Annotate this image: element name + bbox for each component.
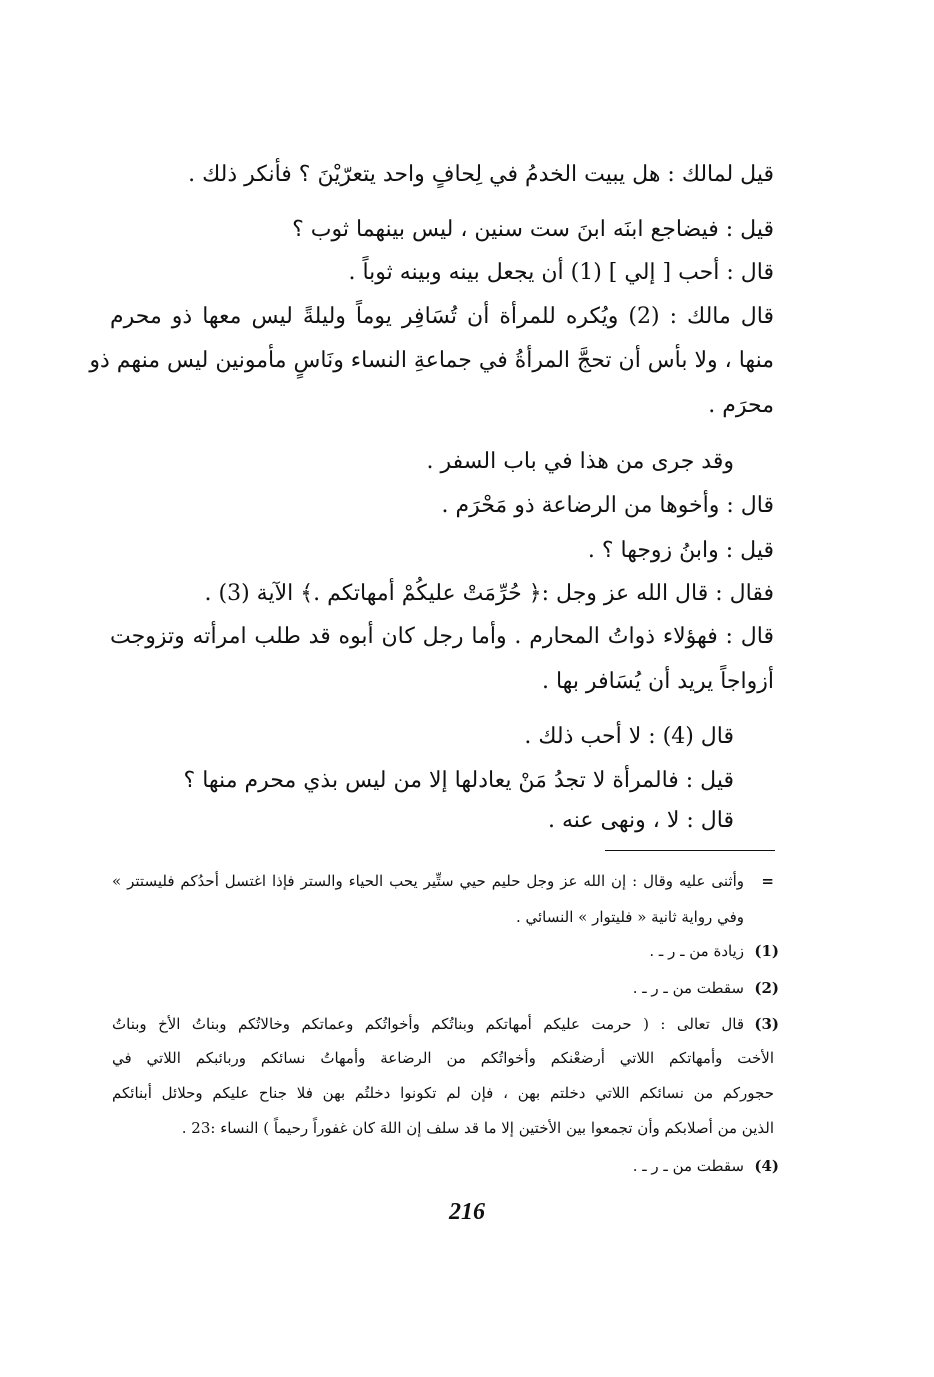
body-line: وقد جرى من هذا في باب السفر . (426, 449, 734, 474)
body-line: قال : أحب [ إلي ] (1) أن يجعل بينه وبينه ثوباً . (348, 260, 774, 285)
footnote-rule (605, 850, 775, 851)
body-line: قيل : فالمرأة لا تجدُ مَنْ يعادلها إلا من ليس بذي محرم منها ؟ (183, 768, 734, 793)
body-line: قيل لمالك : هل يبيت الخدمُ في لِحافٍ واحد يتعرّيْنَ ؟ فأنكر ذلك . (188, 162, 774, 187)
body-line: فقال : قال الله عز وجل :﴿ حُرِّمَتْ عليكُمْ أمهاتكم .﴾ الآية (3) . (204, 581, 774, 606)
body-line: منها ، ولا بأس أن تحجَّ المرأةُ في جماعةِ النساء ونَاسٍ مأمونين ليس منهم ذو (89, 348, 774, 373)
footnote-line: الذين من أصلابكم وأن تجمعوا بين الأختين إلا ما قد سلف إن اللهَ كان غفوراً رحيماً ) النساء :23 . (181, 1119, 774, 1137)
footnote-line: الأخت وأمهاتكم اللاتي أرضعْنكم وأخواتُكم من الرضاعة وأمهاتُ نسائكم وربائبكم اللاتي في (112, 1049, 774, 1067)
footnote-line: وأثنى عليه وقال : إن الله عز وجل حليم حيي ستِّير يحب الحياء والستر فإذا اغتسل أحدُكم فليستتر » (112, 872, 744, 890)
body-line: قال : وأخوها من الرضاعة ذو مَحْرَم . (441, 493, 774, 518)
page-number: 216 (449, 1199, 485, 1225)
body-line: قال : لا ، ونهى عنه . (547, 808, 734, 833)
footnote-number: (3) (754, 1015, 779, 1033)
footnote-line: زيادة من ـ ر ـ . (649, 942, 744, 960)
body-line: قال (4) : لا أحب ذلك . (524, 724, 734, 749)
footnote-line: قال تعالى : ( حرمت عليكم أمهاتكم وبناتُكم وأخواتُكم وعماتكم وخالاتُكم وبناتُ الأخ وبناتُ (112, 1015, 744, 1033)
body-line: أزواجاً يريد أن يُسَافر بها . (541, 669, 774, 694)
footnote-number: (4) (754, 1157, 779, 1175)
footnote-line: وفي رواية ثانية « فليتوار » النسائي . (515, 908, 744, 926)
footnote-number: (1) (754, 942, 779, 960)
footnote-line: سقطت من ـ ر ـ . (632, 1157, 744, 1175)
body-line: قال مالك : (2) ويُكره للمرأة أن تُسَافِر يوماً وليلةً ليس معها ذو محرم (110, 304, 774, 329)
body-line: محرَم . (708, 393, 774, 418)
footnote-number: (2) (754, 979, 779, 997)
body-line: قيل : فيضاجع ابنَه ابنَ ست سنين ، ليس بينهما ثوب ؟ (292, 217, 774, 242)
body-line: قال : فهؤلاء ذواتُ المحارم . وأما رجل كان أبوه قد طلب امرأته وتزوجت (110, 624, 774, 649)
footnote-continuation-marker: = (761, 872, 774, 890)
footnote-line: سقطت من ـ ر ـ . (632, 979, 744, 997)
body-line: قيل : وابنُ زوجها ؟ . (587, 538, 774, 563)
footnote-line: حجوركم من نسائكم اللاتي دخلتم بهن ، فإن لم تكونوا دخلتُم بهن فلا جناح عليكم وحلائل أبنائكم (112, 1084, 774, 1102)
